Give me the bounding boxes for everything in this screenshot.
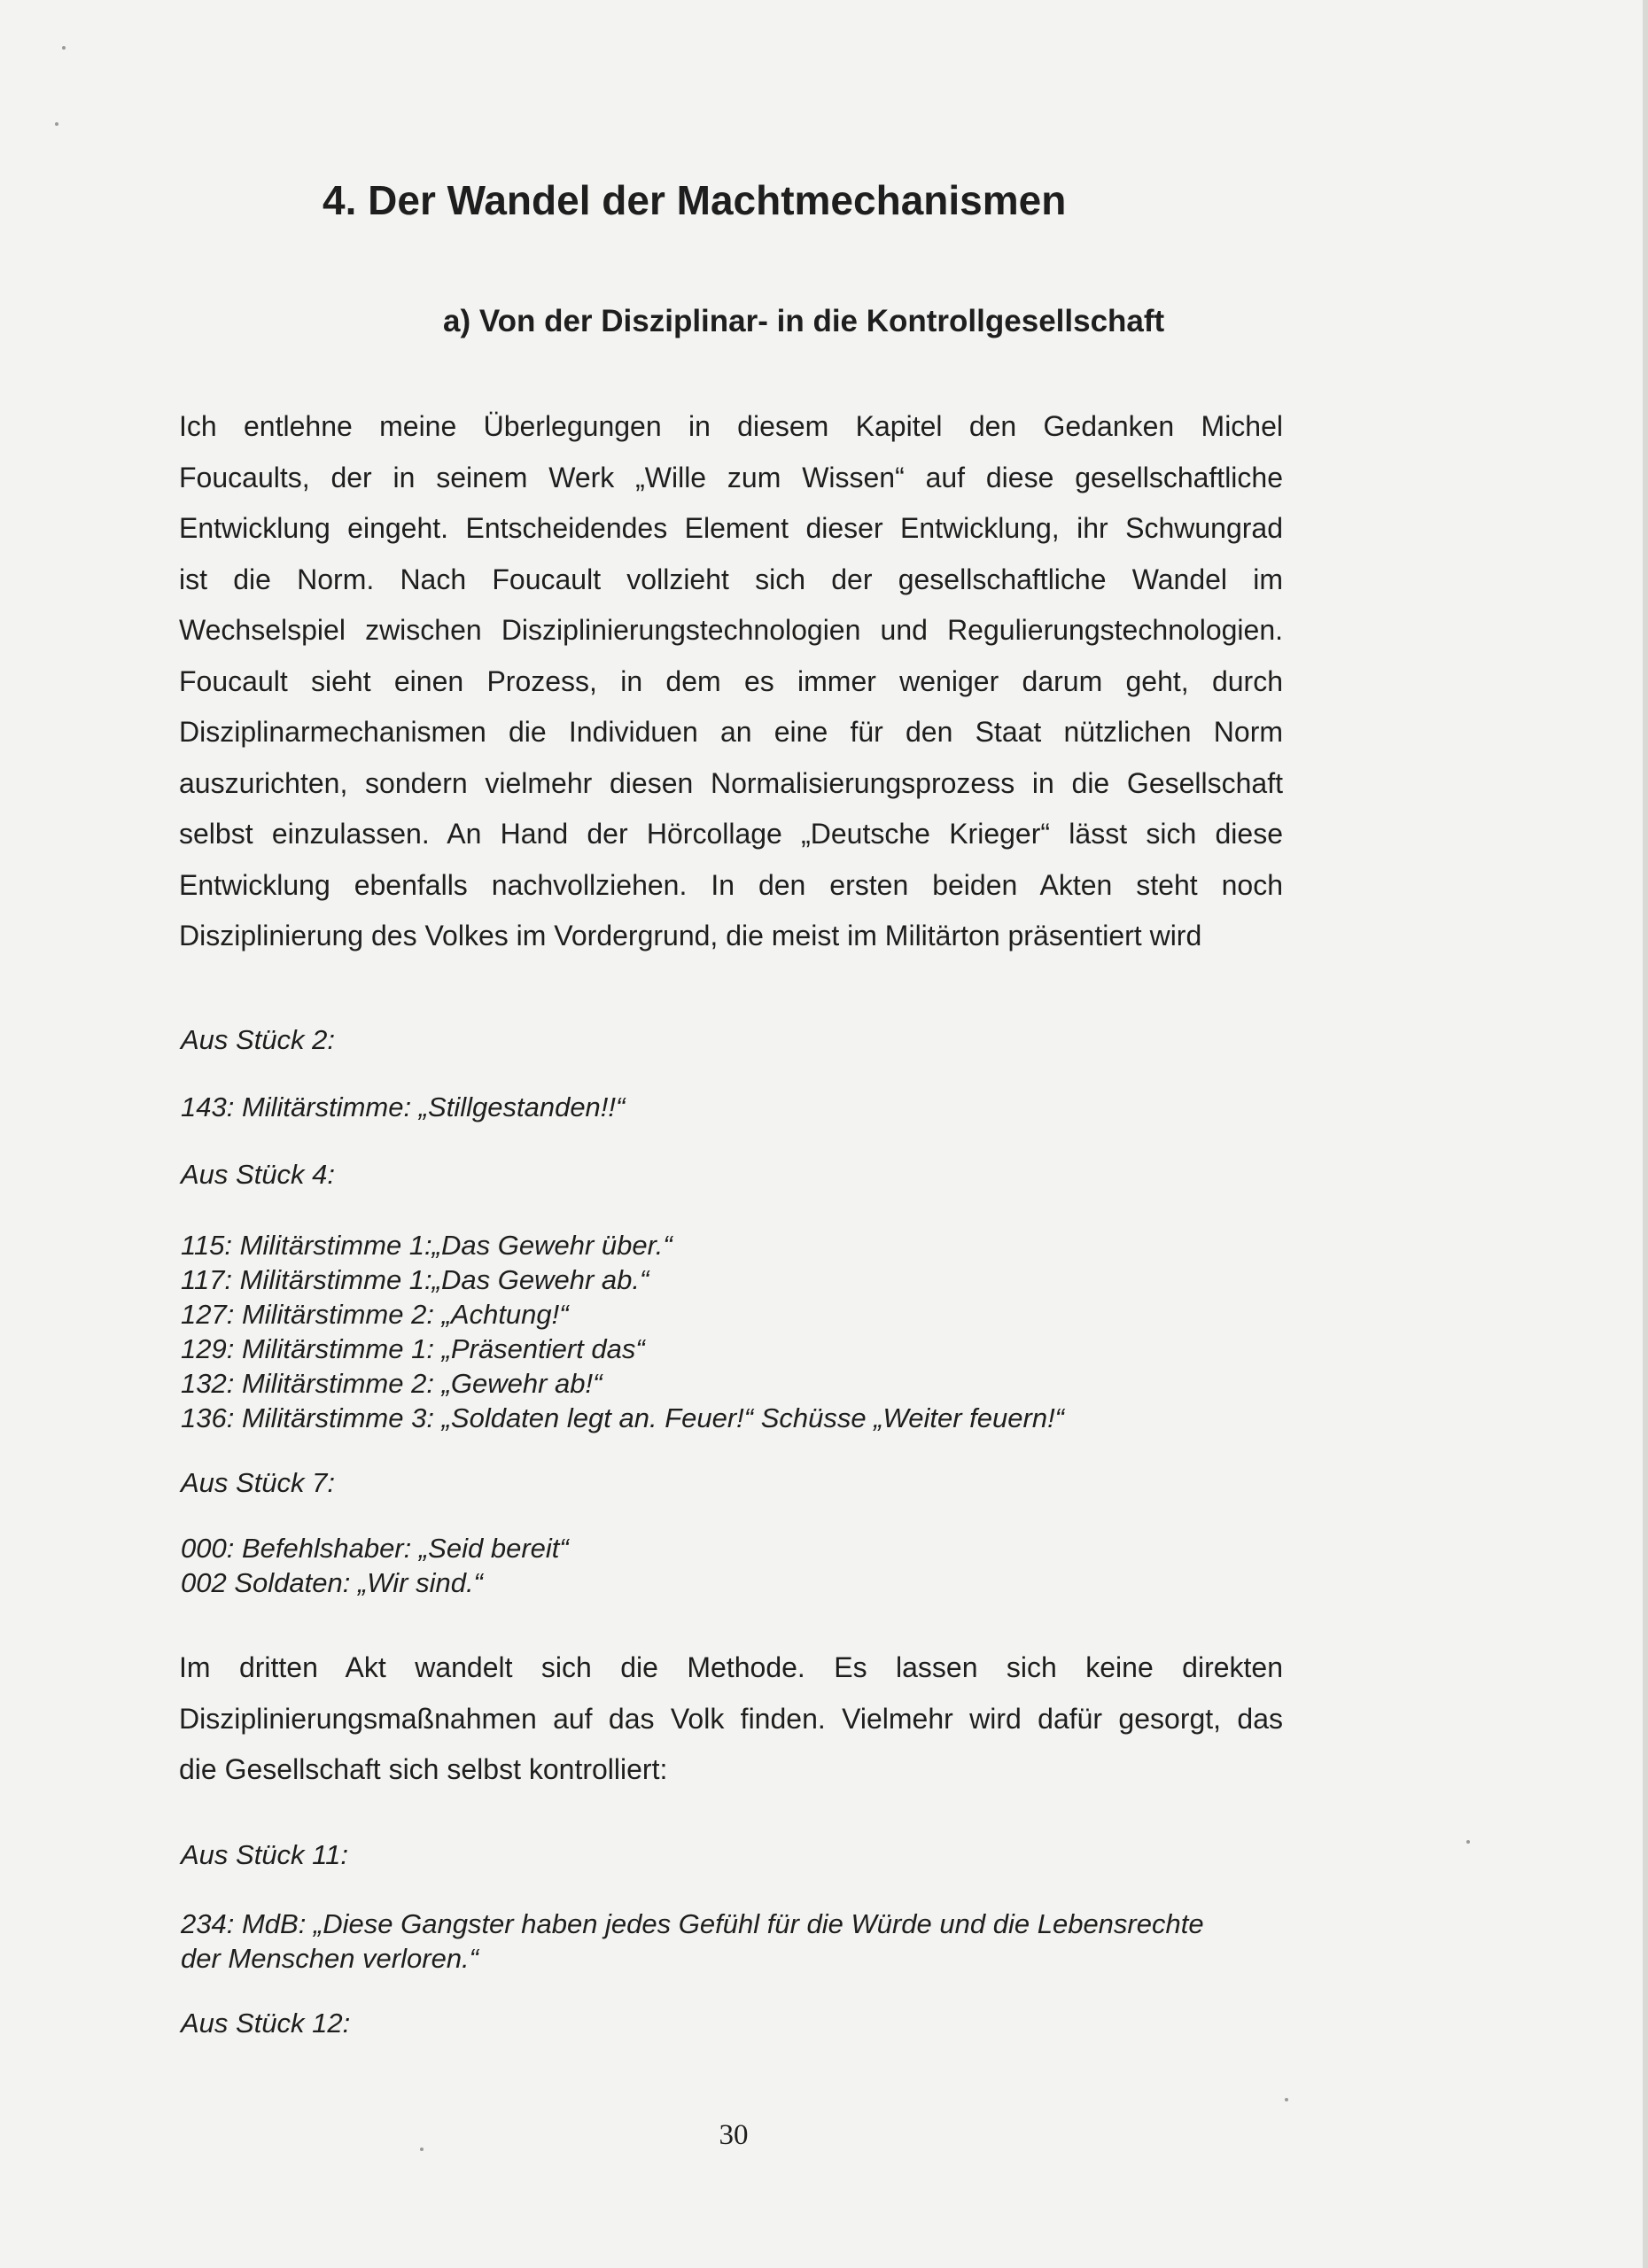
scan-speck <box>1466 1840 1470 1844</box>
quote-line: 136: Militärstimme 3: „Soldaten legt an. Feuer!“ Schüsse „Weiter feuern!“ <box>181 1402 1065 1433</box>
quote-line: 000: Befehlshaber: „Seid bereit“ <box>181 1533 569 1564</box>
quote-line: 115: Militärstimme 1:„Das Gewehr über.“ <box>181 1230 672 1261</box>
source-label: Aus Stück 12: <box>181 2008 351 2039</box>
quote-line: 132: Militärstimme 2: „Gewehr ab!“ <box>181 1368 602 1399</box>
scan-speck <box>55 122 58 126</box>
text-line: Disziplinarmechanismen die Individuen an eine für den Staat nützlichen Norm <box>179 716 1283 748</box>
text-line: Wechselspiel zwischen Disziplinierungstechnologien und Regulierungstechnologien. <box>179 614 1283 646</box>
text-line: ist die Norm. Nach Foucault vollzieht sich der gesellschaftliche Wandel im <box>179 563 1283 595</box>
body-paragraph-2 <box>179 1643 1283 1796</box>
text-line: Disziplinierungsmaßnahmen auf das Volk finden. Vielmehr wird dafür gesorgt, das <box>179 1702 1283 1735</box>
text-line: Entwicklung eingeht. Entscheidendes Element dieser Entwicklung, ihr Schwungrad <box>179 512 1283 544</box>
text-line: Ich entlehne meine Überlegungen in diesem Kapitel den Gedanken Michel <box>179 410 1283 442</box>
quote-line: 129: Militärstimme 1: „Präsentiert das“ <box>181 1333 645 1364</box>
quote-line: der Menschen verloren.“ <box>181 1943 478 1974</box>
text-line: auszurichten, sondern vielmehr diesen Normalisierungsprozess in die Gesellschaft <box>179 766 1283 799</box>
quote-line: 234: MdB: „Diese Gangster haben jedes Gefühl für die Würde und die Lebensrechte <box>181 1908 1204 1939</box>
body-paragraph-1 <box>179 401 1283 962</box>
quote-block-stueck-11 <box>181 1907 1204 1976</box>
text-line: die Gesellschaft sich selbst kontrolliert: <box>179 1753 668 1785</box>
source-label: Aus Stück 4: <box>181 1159 336 1190</box>
scan-edge <box>1643 0 1648 2268</box>
quote-block-stueck-7 <box>181 1531 569 1600</box>
section-subtitle: a) Von der Disziplinar- in die Kontrollgesellschaft <box>443 304 1165 338</box>
quote-line: 127: Militärstimme 2: „Achtung!“ <box>181 1299 569 1330</box>
chapter-title: 4. Der Wandel der Machtmechanismen <box>323 177 1067 223</box>
scan-speck <box>62 46 66 50</box>
quote-line: 143: Militärstimme: „Stillgestanden!!“ <box>181 1091 626 1122</box>
page-number: 30 <box>719 2119 749 2151</box>
text-line: Foucault sieht einen Prozess, in dem es immer weniger darum geht, durch <box>179 664 1283 697</box>
quote-line: 117: Militärstimme 1:„Das Gewehr ab.“ <box>181 1264 649 1295</box>
text-line: Foucaults, der in seinem Werk „Wille zum Wissen“ auf diese gesellschaftliche <box>179 461 1283 493</box>
source-label: Aus Stück 7: <box>181 1467 336 1498</box>
text-line: Im dritten Akt wandelt sich die Methode. Es lassen sich keine direkten <box>179 1651 1283 1683</box>
text-line: Disziplinierung des Volkes im Vordergrund, die meist im Militärton präsentiert wird <box>179 920 1202 951</box>
quote-block-stueck-4 <box>181 1228 1064 1435</box>
source-label: Aus Stück 11: <box>181 1839 348 1870</box>
scan-speck <box>1285 2098 1288 2101</box>
quote-line: 002 Soldaten: „Wir sind.“ <box>181 1567 483 1598</box>
source-label: Aus Stück 2: <box>181 1024 336 1055</box>
text-line: Entwicklung ebenfalls nachvollziehen. In den ersten beiden Akten steht noch <box>179 868 1283 901</box>
text-line: selbst einzulassen. An Hand der Hörcollage „Deutsche Krieger“ lässt sich diese <box>179 818 1283 850</box>
